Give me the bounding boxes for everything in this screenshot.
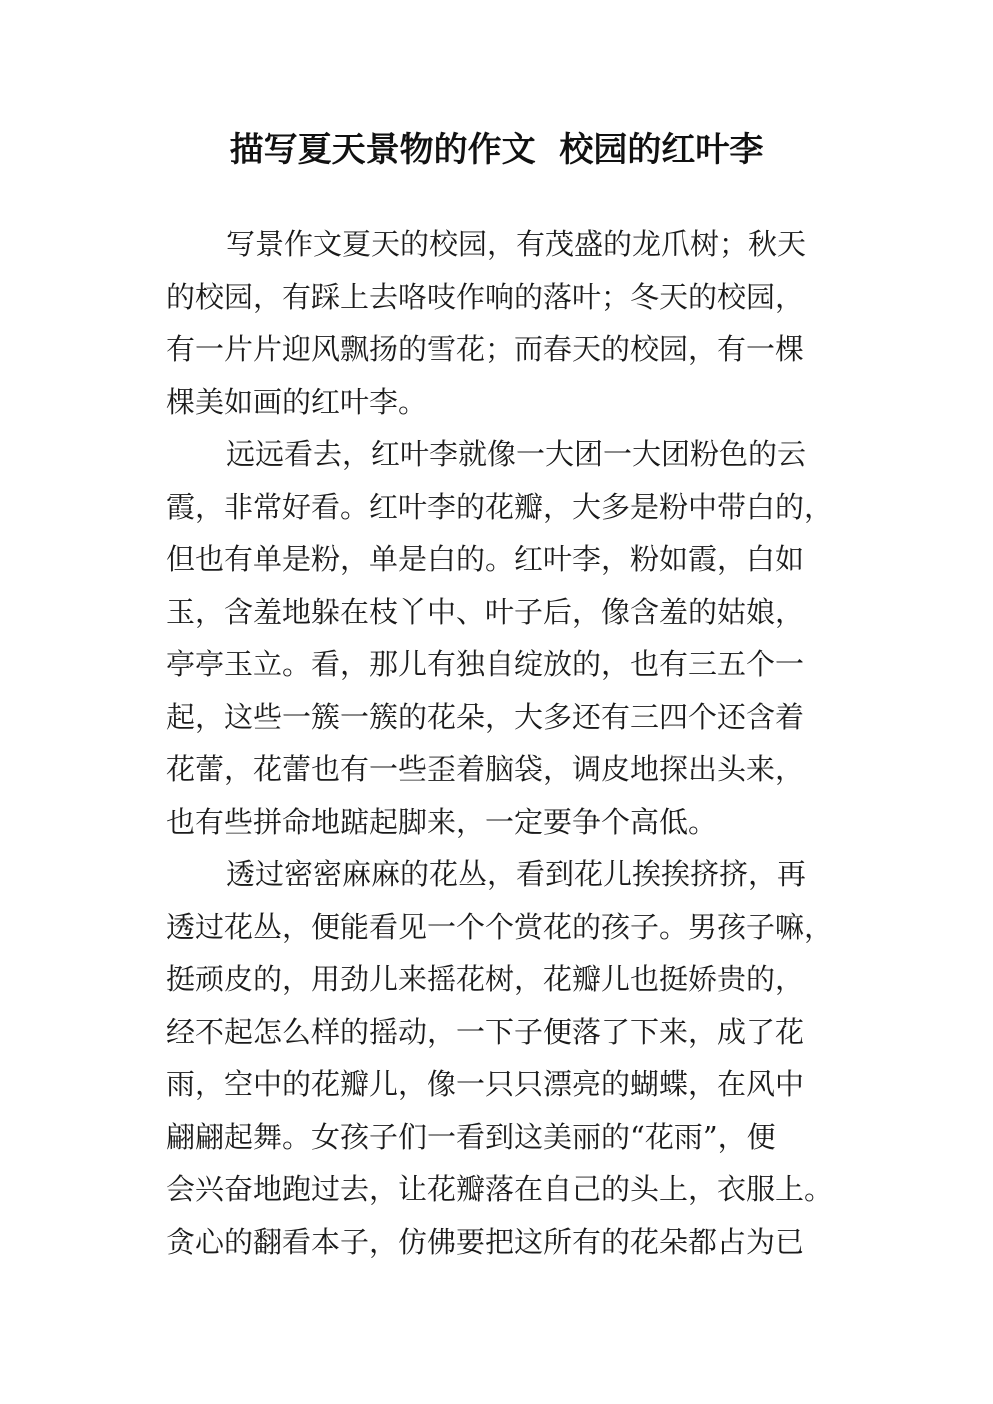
paragraph-3-line-4: 经不起怎么样的摇动，一下子便落了下来，成了花 [166,1014,805,1049]
article-body [166,218,856,1268]
paragraph-1-line-2: 的校园，有踩上去咯吱作响的落叶；冬天的校园， [166,279,805,314]
paragraph-3-line-8: 贪心的翻看本子，仿佛要把这所有的花朵都占为已 [166,1224,805,1259]
paragraph-2-line-3: 但也有单是粉，单是白的。红叶李，粉如霞，白如 [166,542,805,576]
paragraph-3-line-6: 翩翩起舞。女孩子们一看到这美丽的“花雨”，便 [166,1119,776,1154]
paragraph-2-line-6: 起，这些一簇一簇的花朵，大多还有三四个还含着 [166,699,805,734]
paragraph-1-line-1: 写景作文夏天的校园，有茂盛的龙爪树；秋天 [226,227,807,261]
paragraph-1-line-4: 棵美如画的红叶李。 [166,384,428,419]
paragraph-2-line-8: 也有些拼命地踮起脚来，一定要争个高低。 [166,804,718,839]
paragraph-2-line-4: 玉，含羞地躲在枝丫中、叶子后，像含羞的姑娘， [166,594,805,629]
page-title: 描写夏天景物的作文 校园的红叶李 [229,130,764,170]
paragraph-3-line-3: 挺顽皮的，用劲儿来摇花树，花瓣儿也挺娇贵的， [166,962,805,996]
paragraph-3-line-1: 透过密密麻麻的花丛，看到花儿挨挨挤挤，再 [226,857,807,891]
paragraph-3-line-2: 透过花丛，便能看见一个个赏花的孩子。男孩子嘛， [166,909,834,944]
paragraph-3-line-7: 会兴奋地跑过去，让花瓣落在自己的头上，衣服上。 [166,1172,834,1206]
paragraph-2-line-2: 霞，非常好看。红叶李的花瓣，大多是粉中带白的， [166,489,834,524]
paragraph-2-line-1: 远远看去，红叶李就像一大团一大团粉色的云 [226,437,807,471]
paragraph-2-line-5: 亭亭玉立。看，那儿有独自绽放的，也有三五个一 [166,647,805,681]
paragraph-3-line-5: 雨，空中的花瓣儿，像一只只漂亮的蝴蝶，在风中 [166,1067,805,1101]
paragraph-2-line-7: 花蕾，花蕾也有一些歪着脑袋，调皮地探出头来， [166,752,805,786]
paragraph-1-line-3: 有一片片迎风飘扬的雪花；而春天的校园，有一棵 [166,332,805,366]
